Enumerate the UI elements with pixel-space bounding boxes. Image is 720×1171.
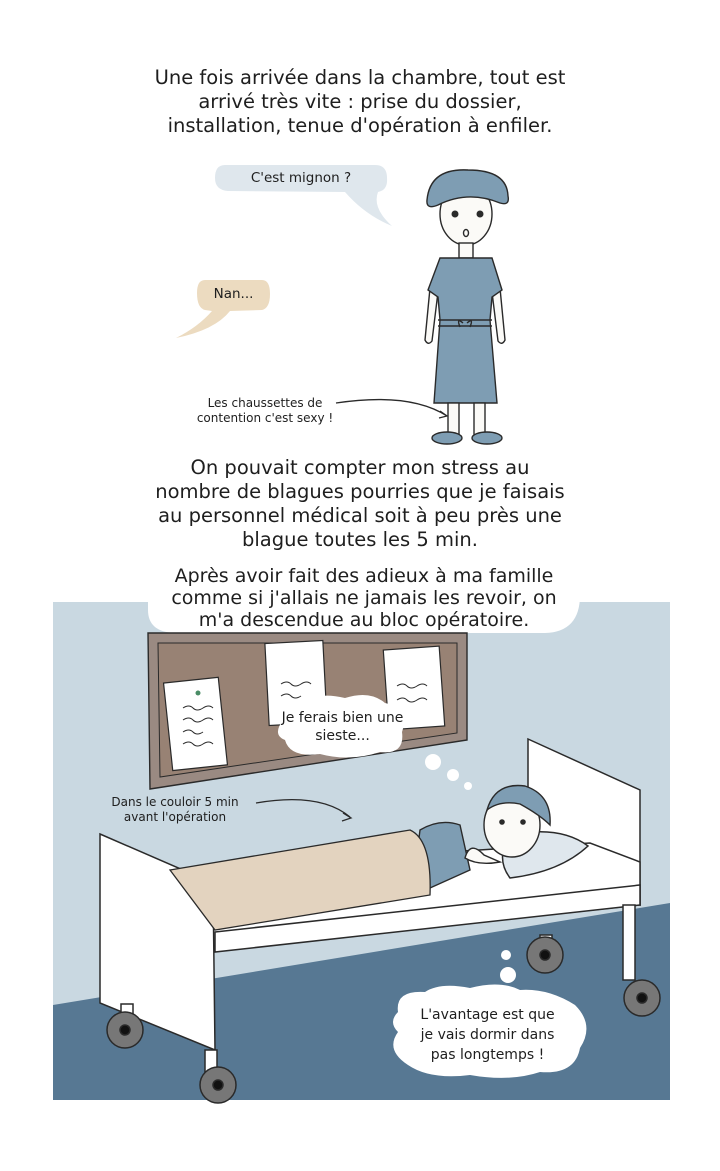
intro-line-3: installation, tenue d'opération à enfiler. bbox=[167, 114, 553, 137]
panel-caption-line-1: Après avoir fait des adieux à ma famille bbox=[174, 565, 554, 587]
intro-line-2: arrivé très vite : prise du dossier, bbox=[198, 90, 522, 113]
stress-line-4: blague toutes les 5 min. bbox=[242, 528, 478, 551]
thought-dormir-line-1: L'avantage est que bbox=[420, 1007, 555, 1023]
thought-sieste-text bbox=[280, 709, 405, 745]
stress-line-1: On pouvait compter mon stress au bbox=[190, 456, 530, 479]
corridor-caption-line-1: Dans le couloir 5 min bbox=[111, 795, 239, 809]
panel-caption-line-2: comme si j'allais ne jamais les revoir, on bbox=[171, 587, 557, 609]
stress-line-2: nombre de blagues pourries que je faisais bbox=[155, 480, 565, 503]
panel-caption bbox=[148, 565, 580, 631]
socks-caption-line-2: contention c'est sexy ! bbox=[196, 411, 334, 425]
bubble-answer-text: Nan... bbox=[213, 286, 254, 302]
panel-caption-line-3: m'a descendue au bloc opératoire. bbox=[198, 609, 530, 631]
thought-dormir-line-2: je vais dormir dans bbox=[420, 1027, 555, 1043]
thought-dormir-text bbox=[395, 1005, 580, 1065]
bubble-question-text: C'est mignon ? bbox=[250, 170, 352, 186]
corridor-caption-line-2: avant l'opération bbox=[123, 810, 227, 824]
socks-caption-line-1: Les chaussettes de bbox=[207, 396, 323, 410]
intro-line-1: Une fois arrivée dans la chambre, tout est bbox=[154, 66, 566, 89]
corridor-caption bbox=[100, 795, 250, 825]
stress-line-3: au personnel médical soit à peu près une bbox=[158, 504, 562, 527]
thought-dormir-line-3: pas longtemps ! bbox=[430, 1047, 545, 1063]
thought-sieste-line-1: Je ferais bien une bbox=[281, 710, 404, 726]
thought-sieste-line-2: sieste... bbox=[315, 728, 370, 744]
